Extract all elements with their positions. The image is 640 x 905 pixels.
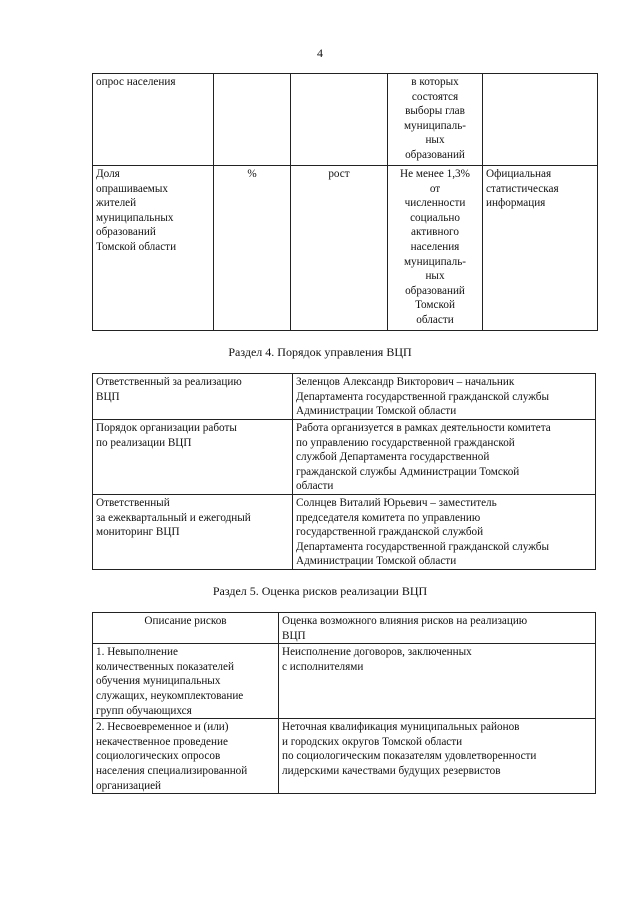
table-row — [93, 74, 598, 166]
indicator-cell: Доля опрашиваемых жителей муниципальных образований Томской области — [93, 166, 214, 331]
risk-cell: 1. Невыполнение количественных показателей обучения муниципальных служащих, неукомплектование групп обучающихся — [93, 644, 279, 719]
value-cell: Работа организуется в рамках деятельности комитета по управлению государственной гражданской службой Департамента государственной гражданской службы Администрации Томской области — [293, 420, 596, 495]
table-row — [93, 420, 596, 495]
page-number: 4 — [317, 46, 323, 60]
source-cell: Официальная статистическая информация — [483, 166, 598, 331]
target-cell: в которых состоятся выборы глав муниципаль- ных образований — [388, 74, 483, 166]
risk-cell: 2. Несвоевременное и (или) некачественное проведение социологических опросов населения специализированной организацией — [93, 719, 279, 794]
unit-cell — [214, 74, 291, 166]
impact-cell: Неточная квалификация муниципальных районов и городских округов Томской области по социологическим показателям удовлетворенности лидерскими качествами будущих резервистов — [279, 719, 596, 794]
indicators-table — [92, 73, 598, 331]
table-row — [93, 719, 596, 794]
header-cell: Описание рисков — [93, 613, 279, 644]
table-header-row — [93, 613, 596, 644]
impact-cell: Неисполнение договоров, заключенных с исполнителями — [279, 644, 596, 719]
target-cell: Не менее 1,3% от численности социально активного населения муниципаль- ных образований Томской области — [388, 166, 483, 331]
source-cell — [483, 74, 598, 166]
value-cell: Солнцев Виталий Юрьевич – заместитель председателя комитета по управлению государственной гражданской службой Департамента государственной гражданской службы Администрации Томской области — [293, 494, 596, 569]
table-row — [93, 166, 598, 331]
section-5-title: Раздел 5. Оценка рисков реализации ВЦП — [212, 584, 428, 598]
header-cell: Оценка возможного влияния рисков на реализацию ВЦП — [279, 613, 596, 644]
indicator-cell: опрос населения — [93, 74, 214, 166]
value-cell: Зеленцов Александр Викторович – начальник Департамента государственной гражданской службы Администрации Томской области — [293, 374, 596, 420]
table-row — [93, 644, 596, 719]
risks-table — [92, 612, 596, 794]
section-4-title: Раздел 4. Порядок управления ВЦП — [228, 345, 412, 359]
unit-cell: % — [214, 166, 291, 331]
trend-cell: рост — [291, 166, 388, 331]
table-row — [93, 494, 596, 569]
label-cell: Ответственный за реализацию ВЦП — [93, 374, 293, 420]
management-table — [92, 373, 596, 570]
label-cell: Порядок организации работы по реализации ВЦП — [93, 420, 293, 495]
table-row — [93, 374, 596, 420]
trend-cell — [291, 74, 388, 166]
label-cell: Ответственный за ежеквартальный и ежегодный мониторинг ВЦП — [93, 494, 293, 569]
